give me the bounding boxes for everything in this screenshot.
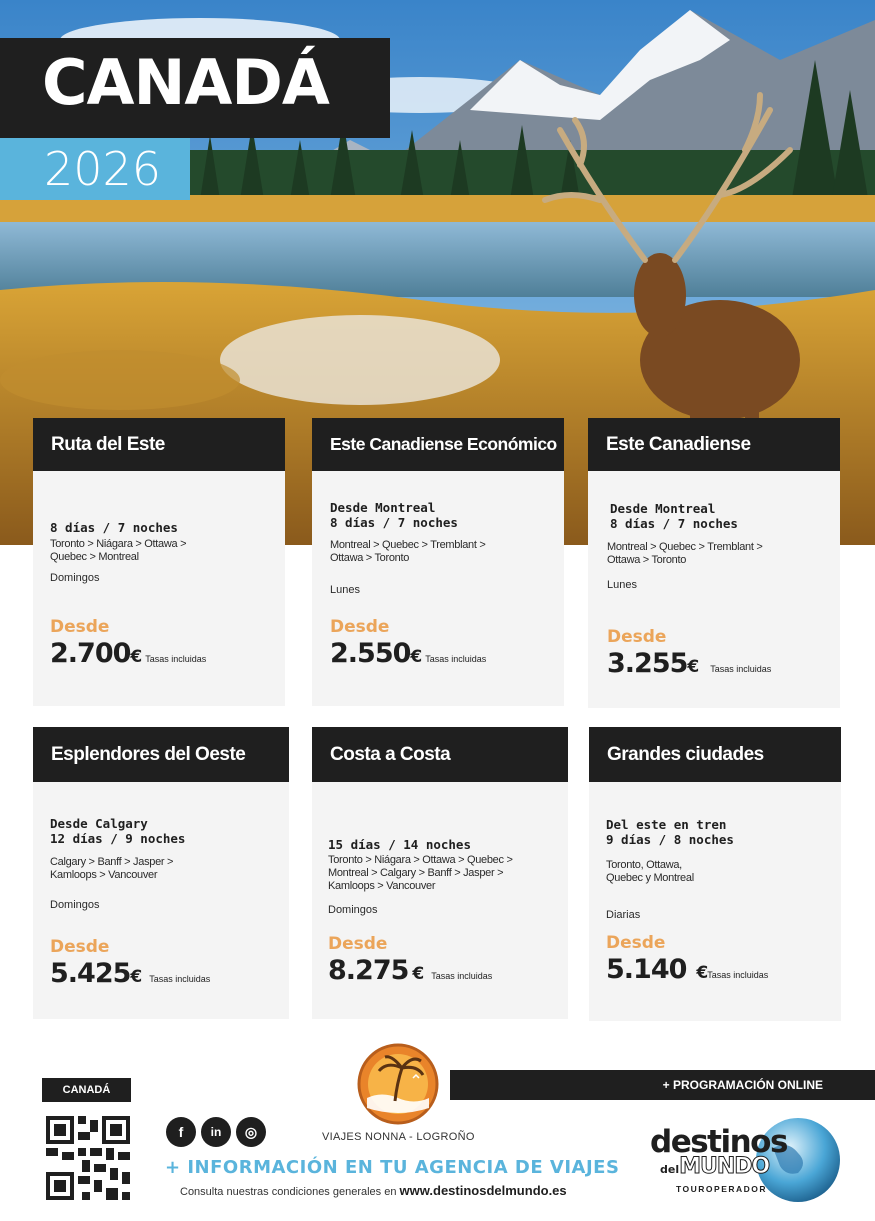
tour-price: 3.255€ Tasas incluidas bbox=[607, 648, 772, 679]
price-from-label: Desde bbox=[607, 627, 667, 647]
tour-origin-duration: Del este en tren 9 días / 8 noches bbox=[606, 817, 734, 847]
price-from-label: Desde bbox=[330, 617, 390, 637]
brand-line-2a: del bbox=[660, 1163, 680, 1176]
linkedin-icon[interactable]: in bbox=[201, 1117, 231, 1147]
price-from-label: Desde bbox=[328, 934, 388, 954]
qr-code[interactable] bbox=[46, 1116, 130, 1200]
price-from-label: Desde bbox=[606, 933, 666, 953]
footer-country-tag: CANADÁ bbox=[42, 1078, 131, 1102]
brand-line-3: TOUROPERADOR bbox=[676, 1184, 768, 1194]
tour-departure-days: Diarias bbox=[606, 909, 641, 921]
tour-route: Montreal > Quebec > Tremblant > Ottawa > Toronto bbox=[607, 541, 763, 566]
tour-departure-days: Domingos bbox=[50, 572, 100, 584]
tour-price: 5.140 €Tasas incluidas bbox=[606, 954, 769, 985]
tour-card-title: Esplendores del Oeste bbox=[33, 727, 289, 782]
tour-departure-days: Domingos bbox=[50, 899, 100, 911]
tour-route: Calgary > Banff > Jasper > Kamloops > Vancouver bbox=[50, 856, 174, 881]
tour-departure-days: Lunes bbox=[330, 584, 360, 596]
tour-card-title: Este Canadiense Económico bbox=[312, 418, 564, 471]
tour-route: Toronto, Ottawa, Quebec y Montreal bbox=[606, 859, 694, 884]
instagram-icon[interactable]: ◎ bbox=[236, 1117, 266, 1147]
tour-route: Toronto > Niágara > Ottawa > Quebec > Montreal bbox=[50, 538, 187, 563]
tour-card-title: Este Canadiense bbox=[588, 418, 840, 471]
tour-price: 2.550€ Tasas incluidas bbox=[330, 638, 487, 669]
tour-price: 8.275 € Tasas incluidas bbox=[328, 955, 493, 986]
tour-origin-duration: Desde Calgary 12 días / 9 noches bbox=[50, 816, 186, 846]
conditions-text: Consulta nuestras condiciones generales en www.destinosdelmundo.es bbox=[180, 1183, 567, 1198]
agency-name: VIAJES NONNA - LOGROÑO bbox=[322, 1131, 475, 1143]
tour-origin-duration: Desde Montreal 8 días / 7 noches bbox=[330, 500, 458, 530]
palm-logo-icon bbox=[357, 1043, 439, 1125]
brand-line-1: destinos bbox=[650, 1124, 787, 1160]
tour-card-title: Costa a Costa bbox=[312, 727, 568, 782]
tour-route: Toronto > Niágara > Ottawa > Quebec > Montreal > Calgary > Banff > Jasper > Kamloops > Vancouver bbox=[328, 854, 513, 892]
price-from-label: Desde bbox=[50, 617, 110, 637]
brand-line-2b: MUNDO bbox=[679, 1154, 770, 1179]
tour-price: 5.425€ Tasas incluidas bbox=[50, 958, 211, 989]
info-headline: + INFORMACIÓN EN TU AGENCIA DE VIAJES bbox=[165, 1157, 620, 1178]
tour-departure-days: Lunes bbox=[607, 579, 637, 591]
tour-origin-duration: Desde Montreal 8 días / 7 noches bbox=[610, 501, 738, 531]
destinos-del-mundo-logo bbox=[648, 1118, 858, 1208]
tour-price: 2.700€ Tasas incluidas bbox=[50, 638, 207, 669]
tour-card-title: Grandes ciudades bbox=[589, 727, 841, 782]
price-from-label: Desde bbox=[50, 937, 110, 957]
tour-card-title: Ruta del Este bbox=[33, 418, 285, 471]
tour-route: Montreal > Quebec > Tremblant > Ottawa > Toronto bbox=[330, 539, 486, 564]
year-label: 2026 bbox=[44, 142, 162, 196]
website-link[interactable]: www.destinosdelmundo.es bbox=[399, 1183, 567, 1198]
tour-duration: 8 días / 7 noches bbox=[50, 520, 178, 535]
tour-departure-days: Domingos bbox=[328, 904, 378, 916]
facebook-icon[interactable]: f bbox=[166, 1117, 196, 1147]
page-title: CANADÁ bbox=[42, 46, 329, 119]
tour-duration: 15 días / 14 noches bbox=[328, 837, 471, 852]
online-program-bar[interactable]: + PROGRAMACIÓN ONLINE bbox=[450, 1070, 875, 1100]
